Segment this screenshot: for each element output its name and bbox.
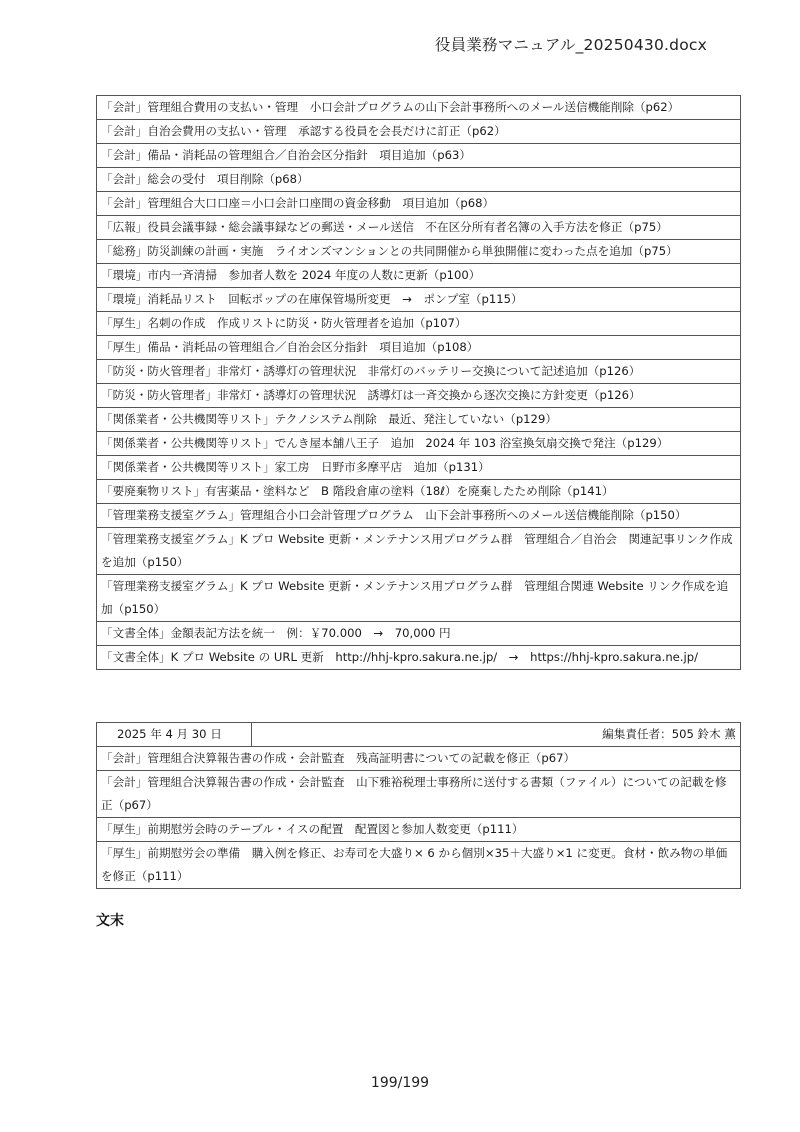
table-row (97, 408, 741, 432)
table-cell: 「環境」市内一斉清掃 参加者人数を 2024 年度の人数に更新（p100） (97, 264, 741, 288)
table-cell: 「文書全体」K プロ Website の URL 更新 http://hhj-kpro.sakura.ne.jp/ → https://hhj-kpro.sakura.ne.jp/ (97, 646, 741, 670)
table-cell: 「厚生」名刺の作成 作成リストに防災・防火管理者を追加（p107） (97, 312, 741, 336)
table-row (97, 504, 741, 528)
table-cell: 「関係業者・公共機関等リスト」家工房 日野市多摩平店 追加（p131） (97, 456, 741, 480)
table-cell: 「関係業者・公共機関等リスト」でんき屋本舗八王子 追加 2024 年 103 浴室換気扇交換で発注（p129） (97, 432, 741, 456)
table-cell: 「管理業務支援室グラム」管理組合小口会計管理プログラム 山下会計事務所へのメール送信機能削除（p150） (97, 504, 741, 528)
page-number: 199/199 (370, 1075, 430, 1091)
table-cell: 「会計」管理組合費用の支払い・管理 小口会計プログラムの山下会計事務所へのメール送信機能削除（p62） (97, 96, 741, 120)
table-row (97, 575, 741, 622)
table-cell: 「厚生」前期慰労会時のテーブル・イスの配置 配置図と参加人数変更（p111） (97, 818, 741, 842)
table-cell: 「会計」総会の受付 項目削除（p68） (97, 168, 741, 192)
table-header-row (97, 723, 741, 747)
revision-date: 2025 年 4 月 30 日 (97, 723, 252, 747)
table-row (97, 192, 741, 216)
table-row (97, 747, 741, 771)
table-row (97, 120, 741, 144)
table-cell: 「防災・防火管理者」非常灯・誘導灯の管理状況 誘導灯は一斉交換から逐次交換に方針変更（p126） (97, 384, 741, 408)
table-cell: 「会計」備品・消耗品の管理組合／自治会区分指針 項目追加（p63） (97, 144, 741, 168)
table-cell: 「管理業務支援室グラム」K プロ Website 更新・メンテナンス用プログラム群 管理組合関連 Website リンク作成を追加（p150） (97, 575, 741, 622)
table-row (97, 360, 741, 384)
table-cell: 「広報」役員会議事録・総会議事録などの郵送・メール送信 不在区分所有者名簿の入手方法を修正（p75） (97, 216, 741, 240)
revision-table-latest (96, 722, 741, 889)
table-row (97, 842, 741, 889)
table-cell: 「要廃棄物リスト」有害薬品・塗料など B 階段倉庫の塗料（18ℓ）を廃棄したため削除（p141） (97, 480, 741, 504)
end-of-document-label: 文末 (96, 913, 124, 929)
table-row (97, 646, 741, 670)
table-row (97, 456, 741, 480)
table-row (97, 288, 741, 312)
table-row (97, 312, 741, 336)
table-row (97, 528, 741, 575)
table-row (97, 384, 741, 408)
table-cell: 「厚生」前期慰労会の準備 購入例を修正、お寿司を大盛り× 6 から個別×35＋大盛り×1 に変更。食材・飲み物の単価を修正（p111） (97, 842, 741, 889)
editor-in-charge: 編集責任者：505 鈴木 薫 (252, 723, 741, 747)
table-cell: 「総務」防災訓練の計画・実施 ライオンズマンションとの共同開催から単独開催に変わった点を追加（p75） (97, 240, 741, 264)
table-row (97, 264, 741, 288)
table-row (97, 771, 741, 818)
table-cell: 「環境」消耗品リスト 回転ポップの在庫保管場所変更 → ポンプ室（p115） (97, 288, 741, 312)
table-cell: 「管理業務支援室グラム」K プロ Website 更新・メンテナンス用プログラム群 管理組合／自治会 関連記事リンク作成を追加（p150） (97, 528, 741, 575)
table-cell: 「会計」管理組合大口口座＝小口会計口座間の資金移動 項目追加（p68） (97, 192, 741, 216)
table-row (97, 240, 741, 264)
table-cell: 「会計」管理組合決算報告書の作成・会計監査 残高証明書についての記載を修正（p67） (97, 747, 741, 771)
table-row (97, 432, 741, 456)
table-row (97, 818, 741, 842)
table-cell: 「文書全体」金額表記方法を統一 例：￥70.000 → 70,000 円 (97, 622, 741, 646)
document-filename: 役員業務マニュアル_20250430.docx (434, 36, 707, 54)
table-cell: 「関係業者・公共機関等リスト」テクノシステム削除 最近、発注していない（p129） (97, 408, 741, 432)
table-row (97, 480, 741, 504)
table-cell: 「厚生」備品・消耗品の管理組合／自治会区分指針 項目追加（p108） (97, 336, 741, 360)
table-cell: 「会計」自治会費用の支払い・管理 承認する役員を会長だけに訂正（p62） (97, 120, 741, 144)
table-row (97, 216, 741, 240)
table-cell: 「防災・防火管理者」非常灯・誘導灯の管理状況 非常灯のバッテリー交換について記述追加（p126） (97, 360, 741, 384)
revision-table-previous (96, 95, 741, 670)
table-row (97, 168, 741, 192)
table-cell: 「会計」管理組合決算報告書の作成・会計監査 山下雅裕税理士事務所に送付する書類（ファイル）についての記載を修正（p67） (97, 771, 741, 818)
table-row (97, 144, 741, 168)
table-row (97, 622, 741, 646)
table-row (97, 336, 741, 360)
table-row (97, 96, 741, 120)
